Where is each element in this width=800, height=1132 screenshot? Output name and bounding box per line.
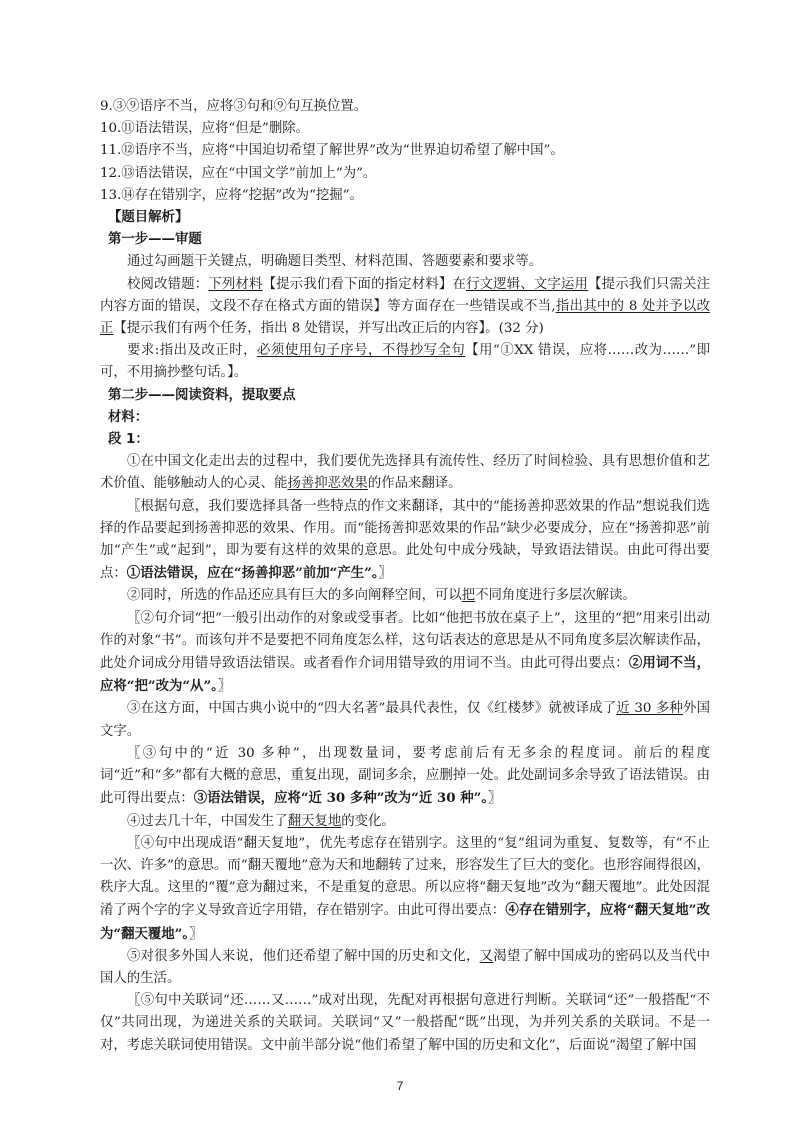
material-label: 材料： bbox=[108, 409, 149, 425]
analysis-heading: 【题目解析】 bbox=[108, 210, 189, 226]
step1-requirement: 要求:指出及改正时，必须使用句子序号，不得抄写全句【用“①XX 错误，应将……改为……”即可，不用摘抄整句话。】。 bbox=[100, 343, 711, 381]
paragraph-label: 段 1： bbox=[108, 432, 149, 448]
answer-line: 11.⑫语序不当，应将“中国迫切希望了解世界”改为“世界迫切希望了解中国”。 bbox=[100, 143, 564, 159]
sentence-1: ①在中国文化走出去的过程中，我们要优先选择具有流传性、经历了时间检验、具有思想价值和艺术价值、能够触动人的心灵、能扬善抑恶效果的作品来翻译。 bbox=[100, 454, 710, 492]
note-2: 〖②句介词“把”一般引出动作的对象或受事者。比如“他把书放在桌子上”，这里的“把”用来引出动作的对象“书”。而该句并不是要把不同角度怎么样，这句话表达的意思是从不同角度多层次解读作品，此处介词成分用错导致语法错误。或者看作介词用错导致的用词不当。由此可得出要点：②用词不当，应将“把”改为“从”。〗 bbox=[100, 610, 710, 695]
step1-intro: 通过勾画题干关键点，明确题目类型、材料范围、答题要素和要求等。 bbox=[127, 254, 543, 270]
sentence-2: ②同时，所选的作品还应具有巨大的多向阐释空间，可以把不同角度进行多层次解读。 bbox=[127, 588, 636, 604]
sentence-4: ④过去几十年，中国发生了翻天复地的变化。 bbox=[127, 813, 395, 829]
answer-line: 9.③⑨语序不当，应将③句和⑨句互换位置。 bbox=[100, 99, 368, 114]
note-1: 〖根据句意，我们要选择具备一些特点的作文来翻译，其中的“能扬善抑恶效果的作品”想说我们选择的作品要起到扬善抑恶的效果、作用。而“能扬善抑恶效果的作品”缺少必要成分，应在“扬善抑恶”前加“产生”或“起到”，即为要有这样的效果的意思。此处句中成分残缺，导致语法错误。由此可得出要点：①语法错误，应在“扬善抑恶”前加“产生”。〗 bbox=[100, 498, 710, 582]
page-number: 7 bbox=[396, 1079, 404, 1093]
note-4: 〖④句中出现成语“翻天复地”，优先考虑存在错别字。这里的“复”组词为重复、复数等，有“不止一次、许多”的意思。而“翻天覆地”意为天和地翻转了过来，形容发生了巨大的变化。也形容闹得很凶，秩序大乱。这里的“覆”意为翻过来，不是重复的意思。所以应将“翻天复地”改为“翻天覆地”。此处因混淆了两个字的字义导致音近字用错，存在错别字。由此可得出要点：④存在错别字，应将“翻天复地”改为“翻天覆地”。〗 bbox=[100, 835, 711, 942]
note-5: 〖⑤句中关联词“还……又……”成对出现，先配对再根据句意进行判断。关联词“还”一般搭配“不仅”共同出现，为递进关系的关联词。关联词“又”一般搭配“既”出现，为并列关系的关联词。不是一对，考虑关联词使用错误。文中前半部分说“他们希望了解中国的历史和文化”，后面说“渴望了解中国 bbox=[100, 993, 710, 1053]
sentence-3: ③在这方面，中国古典小说中的“四大名著”最具代表性，仅《红楼梦》就被译成了近 30 多种外国文字。 bbox=[100, 701, 710, 739]
answer-line: 13.⑭存在错别字，应将“挖据”改为“挖掘”。 bbox=[100, 187, 363, 203]
step1-title: 第一步——审题 bbox=[108, 232, 202, 248]
step1-task: 校阅改错题：下列材料【提示我们看下面的指定材料】在行文逻辑、文字运用【提示我们只需关注内容方面的错误，文段不存在格式方面的错误】等方面存在一些错误或不当,指出其中的 8 处并予以改正【提示我们有两个任务，指出 8 处错误，并写出改正后的内容】。(32 分) bbox=[100, 276, 711, 337]
answer-line: 10.⑪语法错误，应将“但是”删除。 bbox=[100, 121, 310, 137]
sentence-5: ⑤对很多外国人来说，他们还希望了解中国的历史和文化，又渴望了解中国成功的密码以及当代中国人的生活。 bbox=[100, 948, 711, 986]
answer-line: 12.⑬语法错误，应在“中国文学”前加上“为”。 bbox=[100, 165, 377, 181]
step2-title: 第二步——阅读资料，提取要点 bbox=[108, 387, 296, 403]
note-3: 〖③句中的“近 30 多种”，出现数量词，要考虑前后有无多余的程度词。前后的程度词“近”和“多”都有大概的意思，重复出现，副词多余，应删掉一处。此处副词多余导致了语法错误。由此可得出要点：③语法错误，应将“近 30 多种”改为“近 30 种”。〗 bbox=[100, 745, 710, 807]
page-content bbox=[100, 96, 710, 1057]
